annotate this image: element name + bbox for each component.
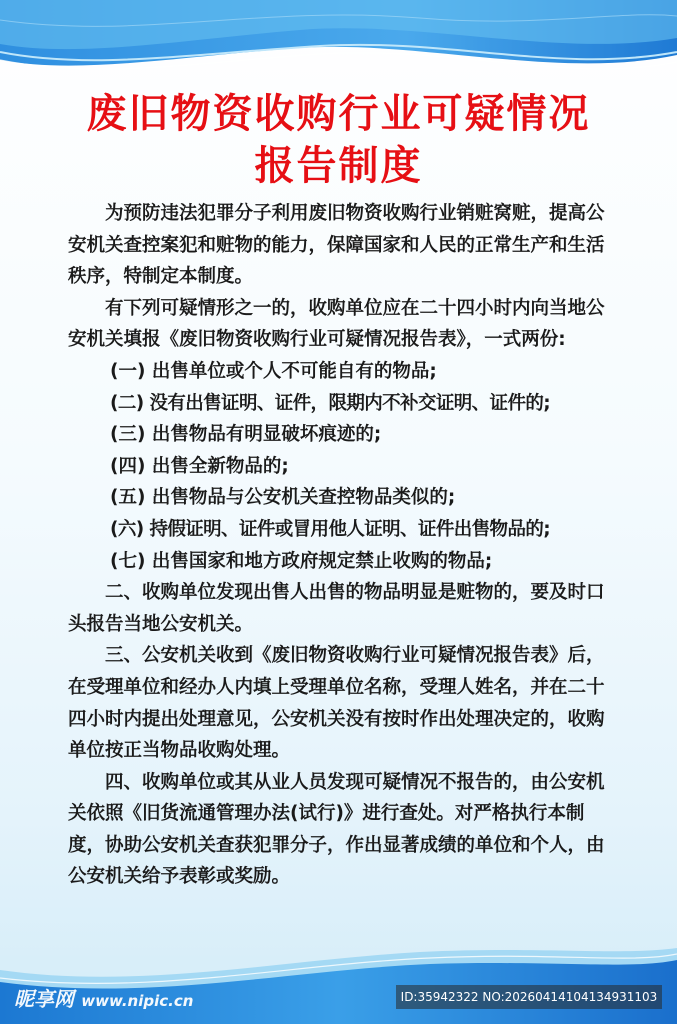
- list-item: (七) 出售国家和地方政府规定禁止收购的物品;: [110, 550, 493, 572]
- list-item: (二) 没有出售证明、证件，限期内不补交证明、证件的;: [110, 392, 551, 414]
- list-item: (三) 出售物品有明显破坏痕迹的;: [110, 424, 382, 446]
- watermark-url: www.nipic.cn: [81, 992, 194, 1010]
- top-wave-decoration: [0, 0, 677, 90]
- page-title-line2: 报告制度: [254, 143, 423, 189]
- clause1-intro: 有下列可疑情形之一的，收购单位应在二十四小时内向当地公安机关填报《废旧物资收购行业可疑情况报告表》，一式两份:: [68, 297, 605, 351]
- list-item: (一) 出售单位或个人不可能自有的物品;: [110, 360, 437, 382]
- list-item: (四) 出售全新物品的;: [110, 455, 289, 477]
- clause4-paragraph: 四、收购单位或其从业人员发现可疑情况不报告的，由公安机关依照《旧货流通管理办法(试行)》进行查处。对严格执行本制度，协助公安机关查获犯罪分子，作出显著成绩的单位和个人，由公安机关给予表彰或奖励。: [68, 771, 605, 888]
- watermark: [14, 983, 193, 1012]
- intro-paragraph: 为预防违法犯罪分子利用废旧物资收购行业销赃窝赃，提高公安机关查控案犯和赃物的能力，保障国家和人民的正常生产和生活秩序，特制定本制度。: [68, 203, 605, 288]
- list-item: (五) 出售物品与公安机关查控物品类似的;: [110, 487, 456, 509]
- clause3-paragraph: 三、公安机关收到《废旧物资收购行业可疑情况报告表》后，在受理单位和经办人内填上受理单位名称，受理人姓名，并在二十四小时内提出处理意见，公安机关没有按时作出处理决定的，收购单位按正当物品收购处理。: [68, 645, 605, 762]
- document-body: [68, 198, 618, 893]
- page-title-line1: 废旧物资收购行业可疑情况: [86, 91, 591, 137]
- list-item: (六) 持假证明、证件或冒用他人证明、证件出售物品的;: [110, 518, 551, 540]
- clause2-paragraph: 二、收购单位发现出售人出售的物品明显是赃物的，要及时口头报告当地公安机关。: [68, 582, 605, 635]
- image-id-badge: ID:35942322 NO:20260414104134931103: [396, 985, 662, 1009]
- watermark-logo: 昵享网: [14, 987, 74, 1011]
